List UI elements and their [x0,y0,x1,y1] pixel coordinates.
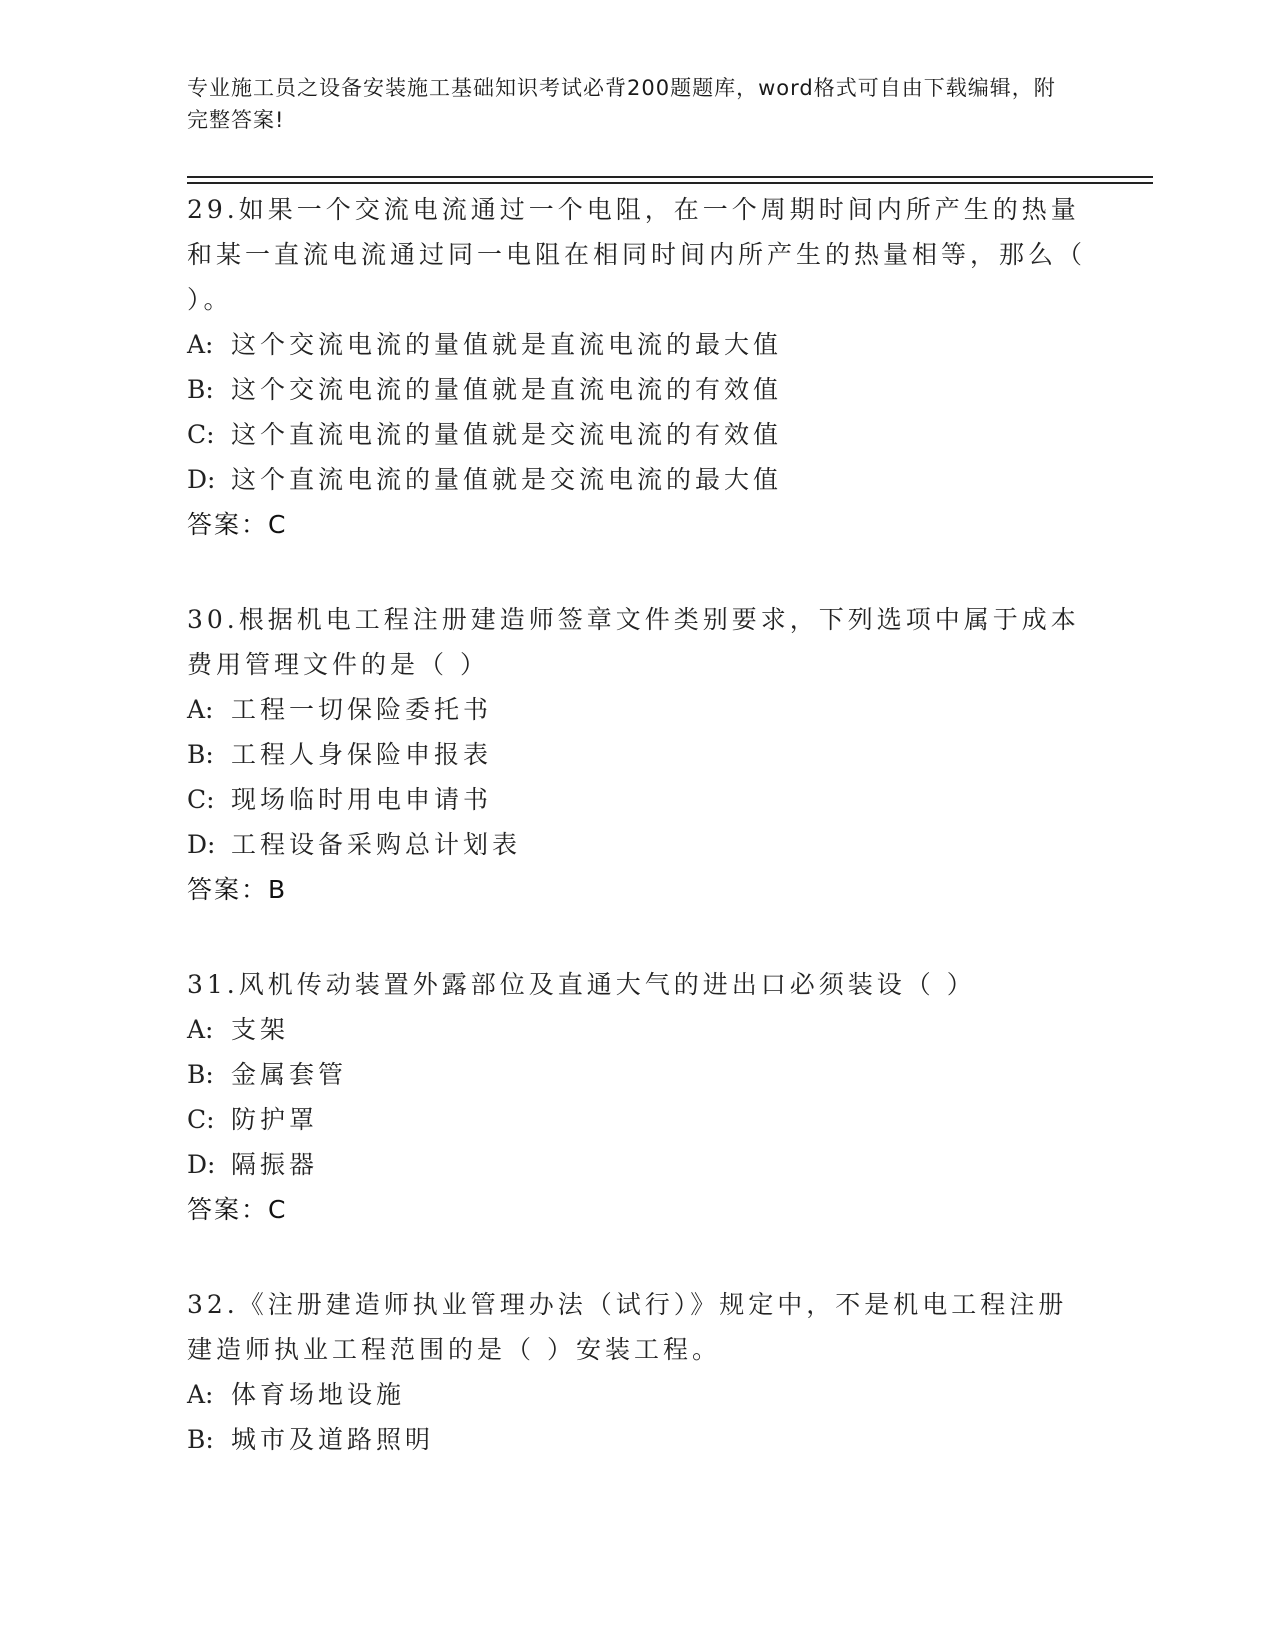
option-text: 防护罩 [231,1105,319,1134]
option-text: 支架 [231,1015,290,1044]
option-letter: A: [187,1015,214,1044]
question-29 [187,187,1087,547]
option-d [187,822,1087,867]
option-b [187,732,1087,777]
option-c [187,1097,1087,1142]
option-letter: B: [187,740,214,769]
question-32 [187,1282,1087,1462]
option-letter: A: [187,330,214,359]
option-text: 隔振器 [231,1150,319,1179]
document-header: 专业施工员之设备安装施工基础知识考试必背200题题库，word格式可自由下载编辑，附完整答案! [187,76,1056,132]
option-d [187,1142,1087,1187]
answer-line: 答案：C [187,510,288,539]
option-letter: C: [187,785,215,814]
option-text: 工程一切保险委托书 [231,695,493,724]
question-text: 30.根据机电工程注册建造师签章文件类别要求，下列选项中属于成本费用管理文件的是（ ） [187,605,1080,679]
option-letter: A: [187,1380,214,1409]
option-text: 现场临时用电申请书 [231,785,493,814]
option-letter: D: [187,465,216,494]
option-text: 城市及道路照明 [231,1425,435,1454]
option-text: 这个直流电流的量值就是交流电流的有效值 [231,420,783,449]
option-text: 工程设备采购总计划表 [231,830,522,859]
answer-line: 答案：B [187,875,288,904]
option-text: 金属套管 [231,1060,348,1089]
option-letter: C: [187,1105,215,1134]
option-letter: D: [187,1150,216,1179]
question-text: 29.如果一个交流电流通过一个电阻，在一个周期时间内所产生的热量和某一直流电流通过同一电阻在相同时间内所产生的热量相等，那么（ ）。 [187,195,1087,314]
option-text: 这个交流电流的量值就是直流电流的最大值 [231,330,783,359]
option-c [187,777,1087,822]
question-text: 32.《注册建造师执业管理办法（试行）》规定中，不是机电工程注册建造师执业工程范围的是（ ）安装工程。 [187,1290,1068,1364]
option-b [187,1417,1087,1462]
option-a [187,687,1087,732]
option-letter: A: [187,695,214,724]
question-31 [187,962,1087,1232]
question-list [187,187,1087,1512]
option-b [187,367,1087,412]
option-letter: C: [187,420,215,449]
option-b [187,1052,1087,1097]
option-letter: B: [187,1425,214,1454]
option-text: 这个直流电流的量值就是交流电流的最大值 [231,465,783,494]
option-d [187,457,1087,502]
answer-line: 答案：C [187,1195,288,1224]
option-c [187,412,1087,457]
option-a [187,1372,1087,1417]
option-letter: B: [187,375,214,404]
question-30 [187,597,1087,912]
option-a [187,322,1087,367]
header-divider-bottom [187,182,1153,184]
option-text: 这个交流电流的量值就是直流电流的有效值 [231,375,783,404]
option-letter: B: [187,1060,214,1089]
option-text: 工程人身保险申报表 [231,740,493,769]
header-divider-top [187,176,1153,178]
question-text: 31.风机传动装置外露部位及直通大气的进出口必须装设（ ） [187,970,976,999]
option-letter: D: [187,830,216,859]
option-a [187,1007,1087,1052]
option-text: 体育场地设施 [231,1380,406,1409]
